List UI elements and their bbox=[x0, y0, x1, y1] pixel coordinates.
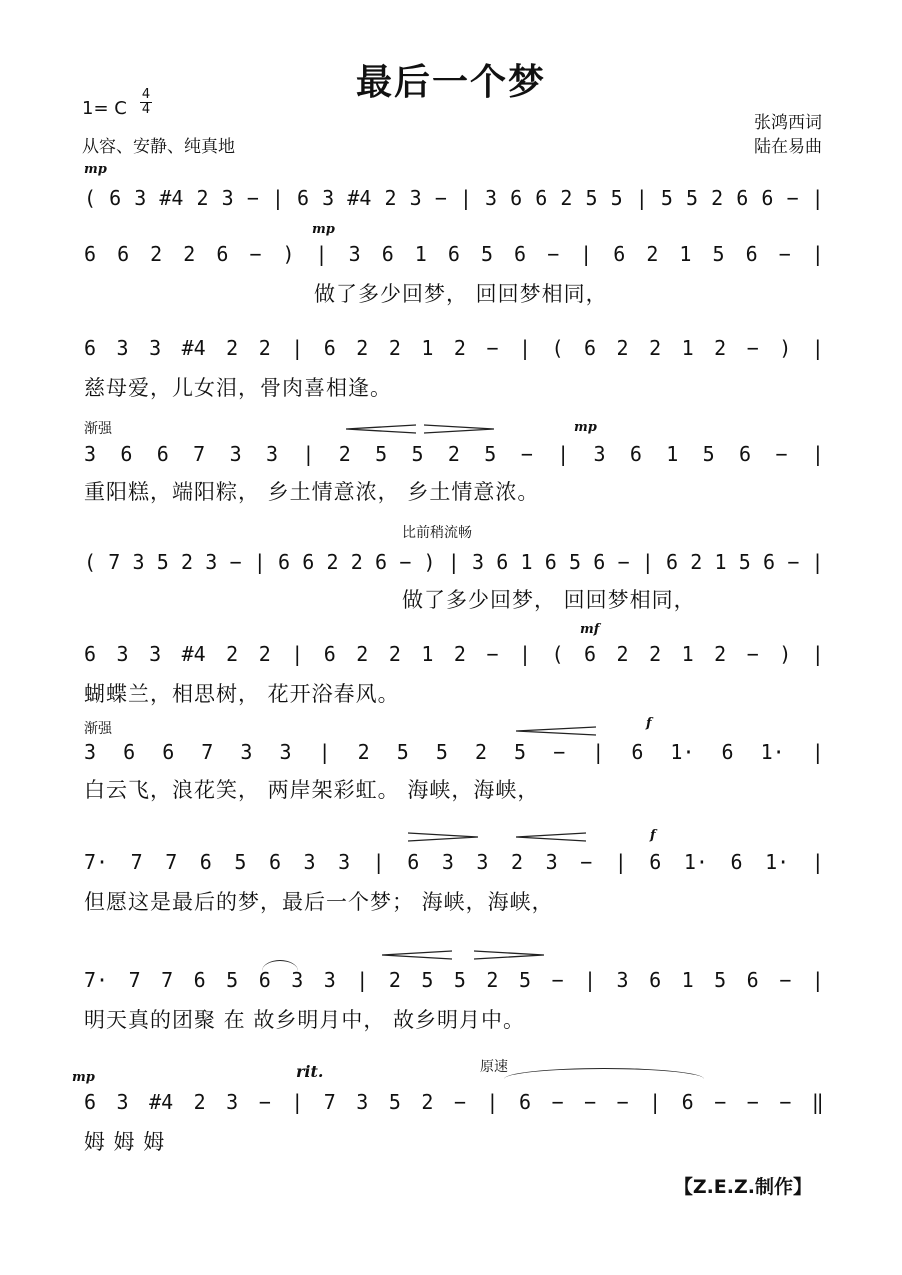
note-token: | bbox=[291, 1090, 304, 1114]
note-token: 6 bbox=[278, 550, 291, 574]
note-token: | bbox=[811, 968, 824, 992]
score-system-4 bbox=[84, 412, 824, 507]
note-token: | bbox=[253, 550, 266, 574]
note-token: #4 bbox=[149, 1090, 174, 1114]
note-token: 2 bbox=[447, 442, 460, 466]
note-token: 2 bbox=[711, 186, 724, 210]
note-token: | bbox=[315, 242, 328, 266]
note-token: 6 bbox=[649, 968, 662, 992]
note-token: 3 bbox=[356, 1090, 369, 1114]
note-token: 2 bbox=[388, 336, 401, 360]
notes-line bbox=[84, 642, 824, 666]
note-token: 2 bbox=[326, 550, 339, 574]
note-token: 3 bbox=[84, 442, 97, 466]
crescendo-hairpin bbox=[516, 726, 596, 736]
note-token: | bbox=[811, 740, 824, 764]
score-system-6 bbox=[84, 622, 824, 707]
dynamic-mark: mp bbox=[72, 1070, 95, 1085]
note-token: 6 bbox=[323, 336, 336, 360]
note-token: 5 bbox=[569, 550, 582, 574]
note-token: 7 bbox=[130, 850, 143, 874]
note-token: ) bbox=[779, 642, 792, 666]
note-token: 5 bbox=[610, 186, 623, 210]
note-token: 3 bbox=[322, 186, 335, 210]
note-token: 2 bbox=[646, 242, 659, 266]
note-token: 3 bbox=[84, 740, 97, 764]
note-token: 6 bbox=[613, 242, 626, 266]
note-token: ( bbox=[551, 336, 564, 360]
lyrics-line: 明天真的团聚 在 故乡明月中， 故乡明月中。 bbox=[84, 1008, 526, 1032]
note-token: 3 bbox=[348, 242, 361, 266]
lyrics-line: 做了多少回梦， 回回梦相同， bbox=[402, 588, 696, 612]
note-token: − bbox=[249, 242, 262, 266]
dynamic-mark: f bbox=[650, 828, 656, 843]
note-token: 6 bbox=[216, 242, 229, 266]
note-token: 3 bbox=[149, 336, 162, 360]
note-token: | bbox=[641, 550, 654, 574]
note-token: − bbox=[584, 1090, 597, 1114]
dynamic-mark: f bbox=[646, 716, 652, 731]
note-token: 6 bbox=[584, 336, 597, 360]
note-token: 6 bbox=[381, 242, 394, 266]
note-token: 5 bbox=[714, 968, 727, 992]
note-token: 7· bbox=[84, 968, 109, 992]
note-token: 3 bbox=[116, 336, 129, 360]
note-token: 6 bbox=[496, 550, 509, 574]
note-token: 6 bbox=[544, 550, 557, 574]
note-token: 3 bbox=[134, 186, 147, 210]
dynamic-mark: mf bbox=[580, 622, 600, 637]
note-token: 6 bbox=[407, 850, 420, 874]
lyrics-line: 蝴蝶兰，相思树， 花开浴春风。 bbox=[84, 682, 400, 706]
note-token: #4 bbox=[159, 186, 184, 210]
note-token: 3 bbox=[303, 850, 316, 874]
note-token: 3 bbox=[226, 1090, 239, 1114]
note-token: 5 bbox=[480, 242, 493, 266]
note-token: 6 bbox=[535, 186, 548, 210]
note-token: 6 bbox=[156, 442, 169, 466]
note-token: 6 bbox=[629, 442, 642, 466]
note-token: 6 bbox=[84, 242, 97, 266]
note-token: 2 bbox=[196, 186, 209, 210]
note-token: − bbox=[453, 1090, 466, 1114]
note-token: 2 bbox=[384, 186, 397, 210]
note-token: ( bbox=[84, 186, 97, 210]
dynamic-mark: mp bbox=[574, 420, 597, 435]
note-token: 5 bbox=[514, 740, 527, 764]
note-token: 6 bbox=[518, 1090, 531, 1114]
notes-line bbox=[84, 550, 824, 574]
tie-slur bbox=[504, 1068, 704, 1079]
decrescendo-hairpin bbox=[424, 424, 494, 434]
tempo-resume-text: 原速 bbox=[480, 1059, 508, 1075]
note-token: 6 bbox=[514, 242, 527, 266]
note-token: 3 bbox=[205, 550, 218, 574]
note-token: 6 bbox=[84, 1090, 97, 1114]
note-token: | bbox=[291, 336, 304, 360]
key-signature: 1= C bbox=[82, 98, 127, 119]
notes-line bbox=[84, 740, 824, 764]
note-token: | bbox=[318, 740, 331, 764]
note-token: 6 bbox=[297, 186, 310, 210]
note-token: 2 bbox=[649, 336, 662, 360]
note-token: 2 bbox=[181, 550, 194, 574]
note-token: | bbox=[557, 442, 570, 466]
note-token: 6 bbox=[193, 968, 206, 992]
crescendo-hairpin bbox=[516, 832, 586, 842]
note-token: 3 bbox=[116, 1090, 129, 1114]
note-token: | bbox=[584, 968, 597, 992]
note-token: − bbox=[486, 336, 499, 360]
note-token: 7 bbox=[323, 1090, 336, 1114]
dynamic-mark: mp bbox=[312, 222, 335, 237]
note-token: 5 bbox=[435, 740, 448, 764]
note-token: 6 bbox=[84, 642, 97, 666]
note-token: 3 bbox=[484, 186, 498, 210]
note-token: 6 bbox=[375, 550, 388, 574]
note-token: 2 bbox=[649, 642, 662, 666]
note-token: 5 bbox=[226, 968, 239, 992]
note-token: 6 bbox=[120, 442, 133, 466]
note-token: 2 bbox=[258, 336, 271, 360]
note-token: − bbox=[616, 1090, 629, 1114]
note-token: 1· bbox=[683, 850, 708, 874]
note-token: 6 bbox=[736, 186, 749, 210]
decrescendo-hairpin bbox=[474, 950, 544, 960]
note-token: 5 bbox=[411, 442, 424, 466]
note-token: 2 bbox=[356, 336, 369, 360]
note-token: 2 bbox=[356, 642, 369, 666]
note-token: | bbox=[459, 186, 472, 210]
time-top: 4 bbox=[141, 87, 151, 102]
note-token: | bbox=[518, 336, 531, 360]
note-token: ) bbox=[282, 242, 295, 266]
note-token: 3 bbox=[338, 850, 351, 874]
maker-credit: 【Z.E.Z.制作】 bbox=[673, 1176, 812, 1198]
note-token: 6 bbox=[84, 336, 97, 360]
time-signature bbox=[140, 88, 152, 117]
note-token: 5 bbox=[484, 442, 497, 466]
note-token: | bbox=[811, 642, 824, 666]
note-token: 6 bbox=[302, 550, 315, 574]
note-token: | bbox=[811, 242, 824, 266]
note-token: 3 bbox=[291, 968, 304, 992]
note-token: 3 bbox=[149, 642, 162, 666]
time-bottom: 4 bbox=[141, 102, 151, 117]
note-token: − bbox=[399, 550, 412, 574]
lyrics-line: 重阳糕，端阳粽， 乡土情意浓， 乡土情意浓。 bbox=[84, 480, 540, 504]
note-token: 2 bbox=[150, 242, 163, 266]
score-system-8 bbox=[84, 824, 824, 919]
note-token: − bbox=[714, 1090, 727, 1114]
notes-line bbox=[84, 186, 824, 210]
note-token: 2 bbox=[616, 336, 629, 360]
lyrics-line: 白云飞，浪花笑， 两岸架彩虹。 海峡，海峡， bbox=[84, 778, 540, 802]
note-token: ) bbox=[423, 550, 436, 574]
notes-line bbox=[84, 850, 824, 874]
note-token: 3 bbox=[476, 850, 489, 874]
notes-line bbox=[84, 242, 824, 266]
note-token: | bbox=[518, 642, 531, 666]
note-token: − bbox=[778, 242, 791, 266]
note-token: | bbox=[486, 1090, 499, 1114]
note-token: 6 bbox=[117, 242, 130, 266]
note-token: 1 bbox=[520, 550, 533, 574]
note-token: 5 bbox=[421, 968, 434, 992]
dynamic-mark: mp bbox=[84, 162, 107, 177]
note-token: 6 bbox=[584, 642, 597, 666]
note-token: 6 bbox=[761, 186, 774, 210]
note-token: − bbox=[246, 186, 259, 210]
note-token: 5 bbox=[388, 1090, 401, 1114]
note-token: | bbox=[302, 442, 315, 466]
note-token: 6 bbox=[258, 968, 271, 992]
note-token: 6 bbox=[162, 740, 175, 764]
note-token: 1 bbox=[714, 550, 727, 574]
note-token: 6 bbox=[666, 550, 679, 574]
note-token: 3 bbox=[593, 442, 606, 466]
note-token: 3 bbox=[323, 968, 336, 992]
note-token: 2 bbox=[226, 642, 239, 666]
note-token: 2 bbox=[453, 336, 466, 360]
lyrics-line: 但愿这是最后的梦，最后一个梦； 海峡，海峡， bbox=[84, 890, 554, 914]
note-token: − bbox=[547, 242, 560, 266]
note-token: #4 bbox=[181, 642, 206, 666]
note-token: #4 bbox=[347, 186, 372, 210]
note-token: 3 bbox=[616, 968, 629, 992]
note-token: 6 bbox=[745, 242, 758, 266]
note-token: 3 bbox=[472, 550, 485, 574]
note-token: 6 bbox=[721, 740, 734, 764]
note-token: 6 bbox=[631, 740, 644, 764]
note-token: 5 bbox=[156, 550, 169, 574]
notes-line bbox=[84, 1090, 824, 1114]
note-token: − bbox=[434, 186, 447, 210]
note-token: | bbox=[614, 850, 627, 874]
note-token: 7 bbox=[165, 850, 178, 874]
note-token: ( bbox=[84, 550, 97, 574]
note-token: 7 bbox=[201, 740, 214, 764]
note-token: 6 bbox=[649, 850, 662, 874]
crescendo-hairpin bbox=[382, 950, 452, 960]
note-token: ‖ bbox=[811, 1090, 824, 1114]
note-token: 6 bbox=[447, 242, 460, 266]
note-token: | bbox=[291, 642, 304, 666]
crescendo-text: 渐强 bbox=[84, 421, 112, 437]
note-token: 6 bbox=[746, 968, 759, 992]
note-token: 5 bbox=[685, 186, 699, 210]
note-token: 7 bbox=[108, 550, 121, 574]
note-token: | bbox=[356, 968, 369, 992]
note-token: 5 bbox=[518, 968, 531, 992]
score-system-10 bbox=[72, 1052, 824, 1154]
note-token: 1 bbox=[681, 336, 694, 360]
score-system-9 bbox=[84, 942, 824, 1037]
note-token: | bbox=[580, 242, 593, 266]
note-token: − bbox=[617, 550, 630, 574]
note-token: − bbox=[580, 850, 593, 874]
notes-line bbox=[84, 336, 824, 360]
note-token: 6 bbox=[109, 186, 122, 210]
note-token: 5 bbox=[712, 242, 725, 266]
lyrics-line: 做了多少回梦， 回回梦相同， bbox=[314, 282, 608, 306]
notes-line bbox=[84, 968, 824, 992]
note-token: ( bbox=[551, 642, 564, 666]
note-token: 5 bbox=[585, 186, 598, 210]
note-token: | bbox=[649, 1090, 662, 1114]
notes-line bbox=[84, 442, 824, 466]
note-token: 6 bbox=[323, 642, 336, 666]
ritardando-mark: rit. bbox=[296, 1062, 324, 1081]
score-system-1 bbox=[84, 160, 824, 220]
note-token: 6 bbox=[739, 442, 752, 466]
note-token: 5 bbox=[660, 186, 673, 210]
note-token: | bbox=[372, 850, 385, 874]
note-token: − bbox=[258, 1090, 271, 1114]
note-token: 3 bbox=[229, 442, 242, 466]
note-token: 3 bbox=[409, 186, 422, 210]
note-token: 5 bbox=[702, 442, 715, 466]
note-token: 3 bbox=[221, 186, 234, 210]
note-token: − bbox=[486, 642, 499, 666]
note-token: − bbox=[746, 1090, 759, 1114]
note-token: | bbox=[811, 550, 824, 574]
note-token: 2 bbox=[193, 1090, 206, 1114]
note-token: | bbox=[811, 442, 824, 466]
note-token: 3 bbox=[265, 442, 278, 466]
note-token: 7 bbox=[128, 968, 141, 992]
note-token: 1 bbox=[421, 642, 434, 666]
note-token: 3 bbox=[441, 850, 454, 874]
note-token: ) bbox=[779, 336, 792, 360]
note-token: 7 bbox=[193, 442, 206, 466]
note-token: 2 bbox=[474, 740, 487, 764]
note-token: 1· bbox=[765, 850, 790, 874]
note-token: | bbox=[811, 186, 824, 210]
note-token: − bbox=[746, 336, 759, 360]
composer-credit: 陆在易曲 bbox=[754, 137, 822, 157]
crescendo-hairpin bbox=[346, 424, 416, 434]
note-token: 2 bbox=[258, 642, 271, 666]
note-token: 2 bbox=[421, 1090, 434, 1114]
note-token: 3 bbox=[116, 642, 129, 666]
note-token: | bbox=[811, 336, 824, 360]
note-token: 1 bbox=[414, 242, 427, 266]
note-token: 1 bbox=[666, 442, 679, 466]
note-token: #4 bbox=[181, 336, 206, 360]
note-token: − bbox=[551, 968, 564, 992]
note-token: 2 bbox=[714, 642, 727, 666]
note-token: 2 bbox=[453, 642, 466, 666]
note-token: 2 bbox=[510, 850, 524, 874]
note-token: 2 bbox=[560, 186, 573, 210]
note-token: 1· bbox=[760, 740, 785, 764]
score-system-3 bbox=[84, 322, 824, 402]
score-system-7 bbox=[84, 716, 824, 811]
note-token: 2 bbox=[714, 336, 727, 360]
note-token: 6 bbox=[681, 1090, 694, 1114]
note-token: | bbox=[811, 850, 824, 874]
note-token: 6 bbox=[199, 850, 212, 874]
crescendo-text: 渐强 bbox=[84, 721, 112, 737]
note-token: 1 bbox=[681, 968, 694, 992]
note-token: 6 bbox=[593, 550, 606, 574]
note-token: 1· bbox=[670, 740, 695, 764]
note-token: 5 bbox=[738, 550, 751, 574]
tempo-marking: 从容、安静、纯真地 bbox=[82, 137, 235, 157]
note-token: | bbox=[592, 740, 605, 764]
score-system-2 bbox=[84, 222, 824, 312]
note-token: 7· bbox=[84, 850, 109, 874]
note-token: 2 bbox=[350, 550, 363, 574]
note-token: 6 bbox=[268, 850, 281, 874]
page-title: 最后一个梦 bbox=[355, 62, 546, 103]
note-token: 3 bbox=[132, 550, 145, 574]
tempo-change-text: 比前稍流畅 bbox=[402, 525, 472, 541]
note-token: − bbox=[779, 968, 792, 992]
note-token: | bbox=[271, 186, 284, 210]
note-token: 1 bbox=[681, 642, 694, 666]
note-token: 5 bbox=[375, 442, 388, 466]
decrescendo-hairpin bbox=[408, 832, 478, 842]
note-token: | bbox=[447, 550, 460, 574]
note-token: 2 bbox=[486, 968, 499, 992]
note-token: − bbox=[229, 550, 242, 574]
note-token: 2 bbox=[616, 642, 629, 666]
note-token: 3 bbox=[279, 740, 292, 764]
note-token: 6 bbox=[730, 850, 743, 874]
note-token: − bbox=[775, 442, 788, 466]
note-token: 2 bbox=[183, 242, 196, 266]
note-token: 1 bbox=[421, 336, 434, 360]
note-token: 3 bbox=[545, 850, 558, 874]
note-token: 1 bbox=[679, 242, 692, 266]
note-token: 2 bbox=[388, 968, 401, 992]
note-token: − bbox=[786, 186, 799, 210]
note-token: 2 bbox=[388, 642, 401, 666]
note-token: 2 bbox=[357, 740, 370, 764]
note-token: 3 bbox=[240, 740, 253, 764]
lyricist-credit: 张鸿西词 bbox=[754, 113, 822, 133]
note-token: − bbox=[779, 1090, 792, 1114]
note-token: − bbox=[553, 740, 566, 764]
note-token: 2 bbox=[338, 442, 351, 466]
lyrics-line: 慈母爱，儿女泪，骨肉喜相逢。 bbox=[84, 376, 392, 400]
lyrics-line: 姆 姆 姆 bbox=[84, 1130, 166, 1154]
note-token: − bbox=[787, 550, 800, 574]
note-token: 5 bbox=[453, 968, 466, 992]
note-token: − bbox=[746, 642, 759, 666]
note-token: − bbox=[551, 1090, 564, 1114]
note-token: 2 bbox=[226, 336, 239, 360]
note-token: 5 bbox=[234, 850, 247, 874]
note-token: 6 bbox=[763, 550, 776, 574]
note-token: 2 bbox=[690, 550, 703, 574]
note-token: 5 bbox=[396, 740, 409, 764]
note-token: − bbox=[520, 442, 533, 466]
note-token: 7 bbox=[161, 968, 174, 992]
note-token: | bbox=[635, 186, 648, 210]
note-token: 6 bbox=[510, 186, 523, 210]
note-token: 6 bbox=[123, 740, 136, 764]
score-system-5 bbox=[84, 522, 824, 617]
